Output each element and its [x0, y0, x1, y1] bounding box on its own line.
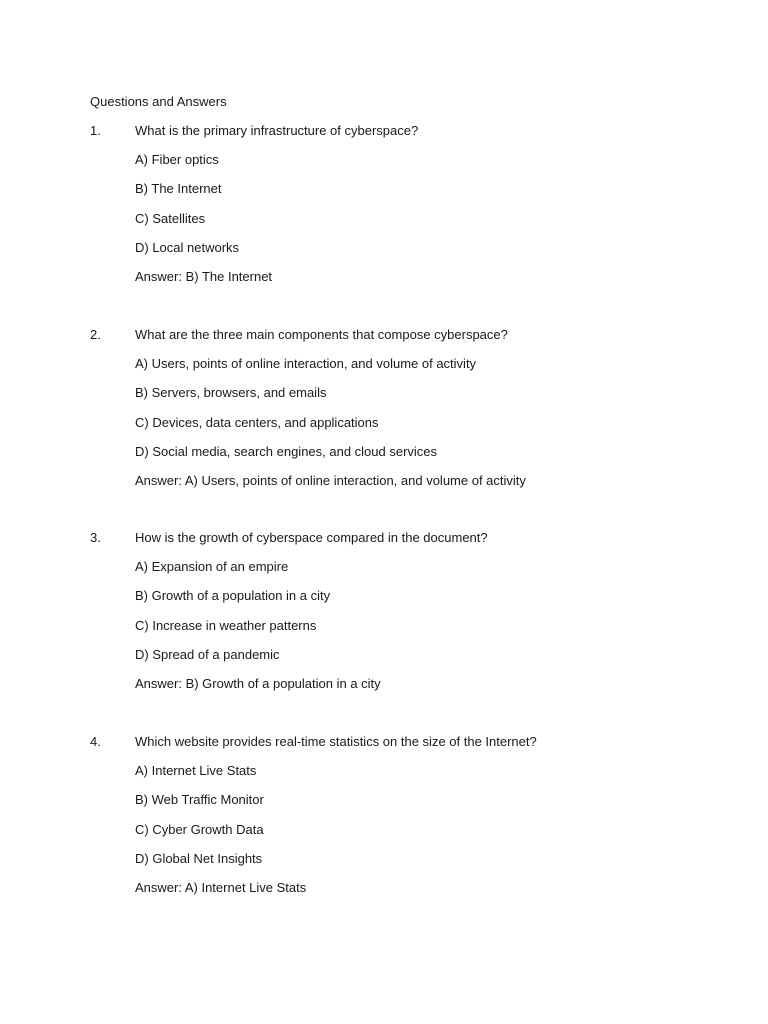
document-title: Questions and Answers [90, 94, 227, 109]
option-a: A) Expansion of an empire [135, 559, 289, 575]
option-a: A) Fiber optics [135, 152, 219, 168]
question-text: How is the growth of cyberspace compared in the document? [135, 530, 488, 545]
option-d: D) Local networks [135, 239, 240, 255]
option-d: D) Spread of a pandemic [135, 646, 280, 662]
option-d: D) Global Net Insights [135, 850, 263, 866]
question-line [0, 530, 768, 546]
question-block-3 [0, 530, 768, 692]
option-a: A) Users, points of online interaction, and volume of activity [135, 356, 477, 372]
question-line [0, 123, 768, 139]
question-block-1 [0, 123, 768, 285]
question-number: 4. [90, 734, 101, 749]
answer-text: Answer: B) Growth of a population in a city [135, 675, 381, 691]
question-text: Which website provides real-time statistics on the size of the Internet? [135, 734, 537, 749]
option-c: C) Satellites [135, 210, 206, 226]
question-number: 2. [90, 327, 101, 342]
option-b: B) The Internet [135, 181, 222, 197]
question-line [0, 734, 768, 750]
question-line [0, 327, 768, 343]
question-text: What are the three main components that compose cyberspace? [135, 327, 508, 342]
option-b: B) Growth of a population in a city [135, 588, 331, 604]
answer-text: Answer: A) Internet Live Stats [135, 879, 307, 895]
answer-text: Answer: A) Users, points of online interaction, and volume of activity [135, 472, 526, 488]
option-b: B) Web Traffic Monitor [135, 792, 264, 808]
question-block-2 [0, 327, 768, 489]
question-text: What is the primary infrastructure of cyberspace? [135, 123, 419, 138]
option-c: C) Devices, data centers, and applications [135, 414, 379, 430]
question-number: 3. [90, 530, 101, 545]
option-a: A) Internet Live Stats [135, 763, 257, 779]
question-block-4 [0, 734, 768, 896]
question-number: 1. [90, 123, 101, 138]
option-c: C) Cyber Growth Data [135, 821, 264, 837]
option-d: D) Social media, search engines, and cloud services [135, 443, 438, 459]
answer-text: Answer: B) The Internet [135, 268, 273, 284]
option-b: B) Servers, browsers, and emails [135, 385, 327, 401]
option-c: C) Increase in weather patterns [135, 617, 317, 633]
